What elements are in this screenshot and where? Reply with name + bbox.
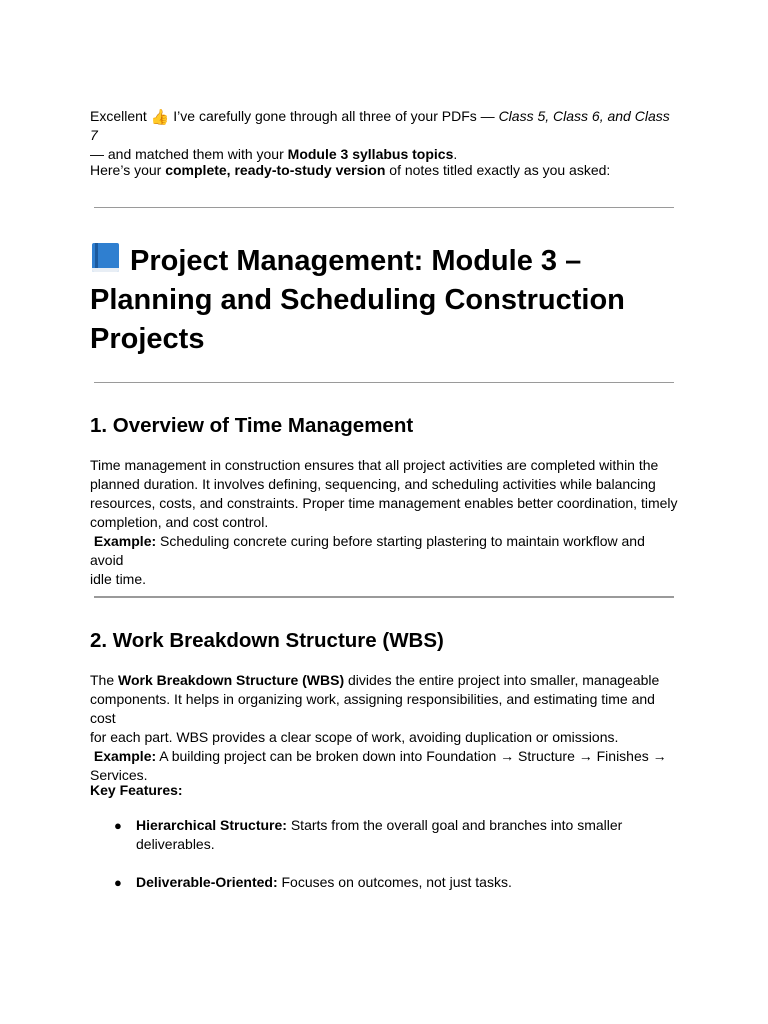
key-features-label [90,781,680,800]
s1-line-3: resources, costs, and constraints. Proper time management enables better coordination, timely [90,495,678,511]
s2-example-1: A building project can be broken down into Foundation → Structure → Finishes → [156,748,667,764]
blue-book-icon [90,242,121,273]
bullet-1-text: Starts from the overall goal and branches into smaller [286,817,623,833]
key-features-text: Key Features: [90,782,183,798]
section-heading: 1. Overview of Time Management [90,414,414,437]
intro-paragraph [90,107,680,164]
intro-syllabus: Module 3 syllabus topics [287,146,454,162]
intro-classes: Class 5, Class 6, and Class 7 [90,108,670,143]
s2-text-a: The [90,672,119,688]
section-heading: 2. Work Breakdown Structure (WBS) [90,629,444,652]
s2-wbs-bold: Work Breakdown Structure (WBS) [118,672,345,688]
s2-example-2: Services. [90,767,148,783]
title-line-1: Project Management: Module 3 – [130,245,582,277]
bullet-icon: ● [114,818,122,833]
s1-example-1: Scheduling concrete curing before starting plastering to maintain workflow and avoid [90,533,645,568]
thumbs-up-icon: 👍 [150,109,170,126]
example-label: Example: [93,533,157,549]
intro2-text-a: Here’s your [90,162,166,178]
intro-text-d: . [453,146,458,162]
bullet-2-bold: Deliverable-Oriented: [136,874,278,890]
bullet-2-text: Focuses on outcomes, not just tasks. [277,874,512,890]
s1-line-1: Time management in construction ensures that all project activities are completed within the [90,457,659,473]
bullet-1-bold: Hierarchical Structure: [136,817,287,833]
s2-text-b: divides the entire project into smaller, manageable [344,672,660,688]
divider [94,207,674,208]
s2-line-3: for each part. WBS provides a clear scope of work, avoiding duplication or omissions. [90,729,619,745]
s1-line-2: planned duration. It involves defining, sequencing, and scheduling activities while balancing [90,476,656,492]
intro2-text-b: of notes titled exactly as you asked: [385,162,611,178]
title-line-2: Planning and Scheduling Construction [90,284,625,316]
bullet-icon: ● [114,875,122,890]
section2-paragraph [90,671,680,785]
list-item [136,873,656,892]
divider [94,382,674,383]
s1-line-4: completion, and cost control. [90,514,269,530]
intro-text-c: — and matched them with your [90,146,288,162]
list-item [136,816,656,854]
intro2-bold: complete, ready-to-study version [165,162,386,178]
section1-paragraph [90,456,680,589]
document-title [90,242,690,359]
intro-paragraph-2 [90,161,680,180]
intro-text-a: Excellent [90,108,151,124]
divider [94,596,674,598]
title-line-3: Projects [90,323,205,355]
s1-example-2: idle time. [90,571,147,587]
bullet-1-text-2: deliverables. [136,836,215,852]
s2-line-2: components. It helps in organizing work, assigning responsibilities, and estimating time and cost [90,691,655,726]
intro-text-b: I’ve carefully gone through all three of your PDFs — [169,108,499,124]
example-label: Example: [93,748,157,764]
